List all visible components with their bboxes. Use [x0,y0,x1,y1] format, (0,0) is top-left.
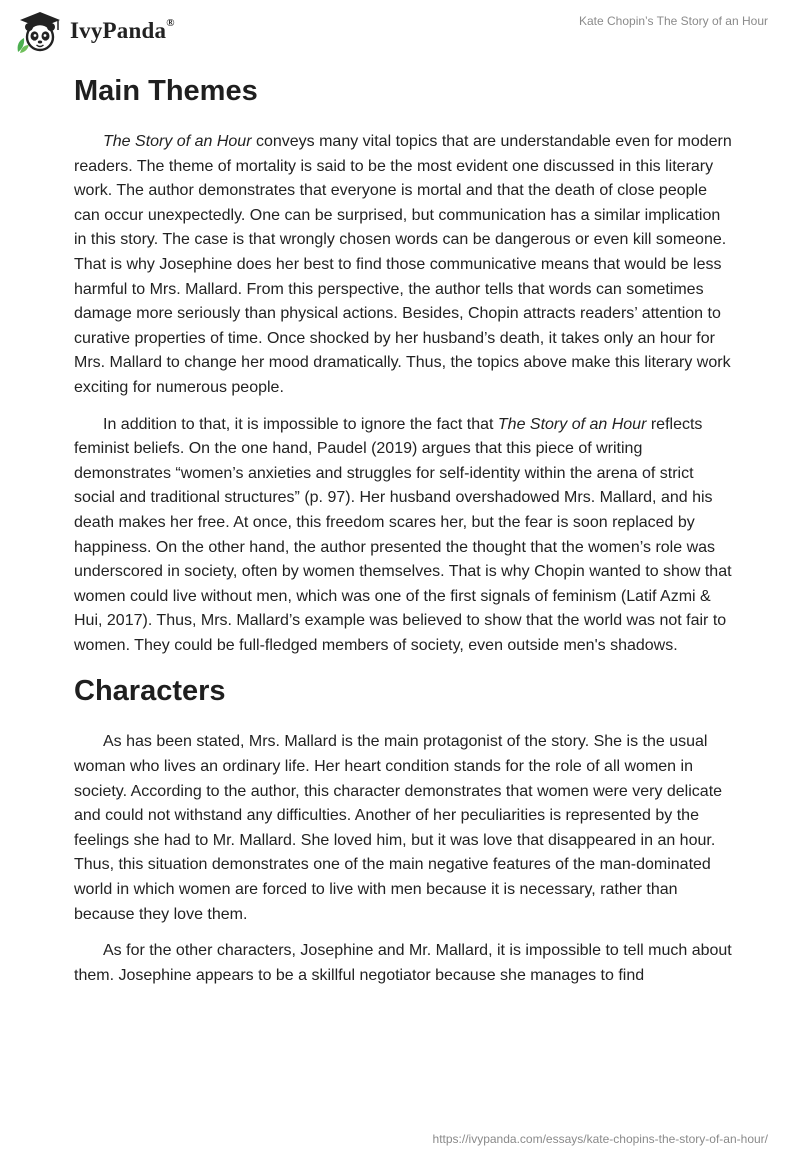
panda-graduation-icon [14,8,66,54]
document-title: Kate Chopin’s The Story of an Hour [579,14,768,28]
section-heading-main-themes: Main Themes [74,75,258,107]
section-heading-characters: Characters [74,675,226,708]
source-url-link[interactable]: https://ivypanda.com/essays/kate-chopins-the-story-of-an-hour/ [432,1132,768,1146]
paragraph: As for the other characters, Josephine and Mr. Mallard, it is impossible to tell much about them. Josephine appears to be a skillful negotiator because she manages to find [74,942,732,984]
page-header [0,0,800,60]
book-title-italic: The Story of an Hour [103,133,252,150]
paragraph: As has been stated, Mrs. Mallard is the main protagonist of the story. She is the usual woman who lives an ordinary life. Her heart condition stands for the role of all women in society. According to the author, this character demonstrates that women were very delicate and could not withstand any difficulties. Another of her peculiarities is represented by the feelings she had to Mr. Mallard. She loved him, but it was love that disappeared in an hour. Thus, this situation demonstrates one of the main negative features of the man-dominated world in which women are forced to live with men because it is necessary, rather than because they love them. [74,733,723,923]
paragraph: In addition to that, it is impossible to ignore the fact that The Story of an Hour reflects feminist beliefs. On the one hand, Paudel (2019) argues that this piece of writing demonstrates “women’s anxieties and struggles for self-identity within the arena of strict social and traditional structures” (p. 97). Her husband overshadowed Mrs. Mallard, and his death makes her free. At once, this freedom scares her, but the fear is soon replaced by happiness. On the other hand, the author presented the thought that the women’s role was underscored in society, often by women themselves. That is why Chopin wanted to show that women could live without men, which was one of the first signals of feminism (Latif Azmi & Hui, 2017). Thus, Mrs. Mallard’s example was believed to show that the world was not fair to women. They could be full-fledged members of society, even outside men's shadows. [74,415,732,654]
book-title-italic: The Story of an Hour [497,415,647,433]
brand-logo[interactable] [14,8,175,54]
brand-name: IvyPanda® [70,17,175,43]
paragraph: The Story of an Hour conveys many vital topics that are understandable even for modern readers. The theme of mortality is said to be the most evident one discussed in this literary work. The author demonstrates that everyone is mortal and that the death of close people can occur unexpectedly. One can be surprised, but communication has a similar implication in this story. The case is that wrongly chosen words can be dangerous or even kill someone. That is why Josephine does her best to find those communicative means that would be less harmful to Mrs. Mallard. From this perspective, the author tells that words can sometimes damage more seriously than physical actions. Besides, Chopin attracts readers’ attention to curative properties of time. Once shocked by her husband’s death, it takes only an hour for Mrs. Mallard to change her mood dramatically. Thus, the topics above make this literary work exciting for numerous people. [74,133,732,396]
essay-body [74,70,734,1000]
